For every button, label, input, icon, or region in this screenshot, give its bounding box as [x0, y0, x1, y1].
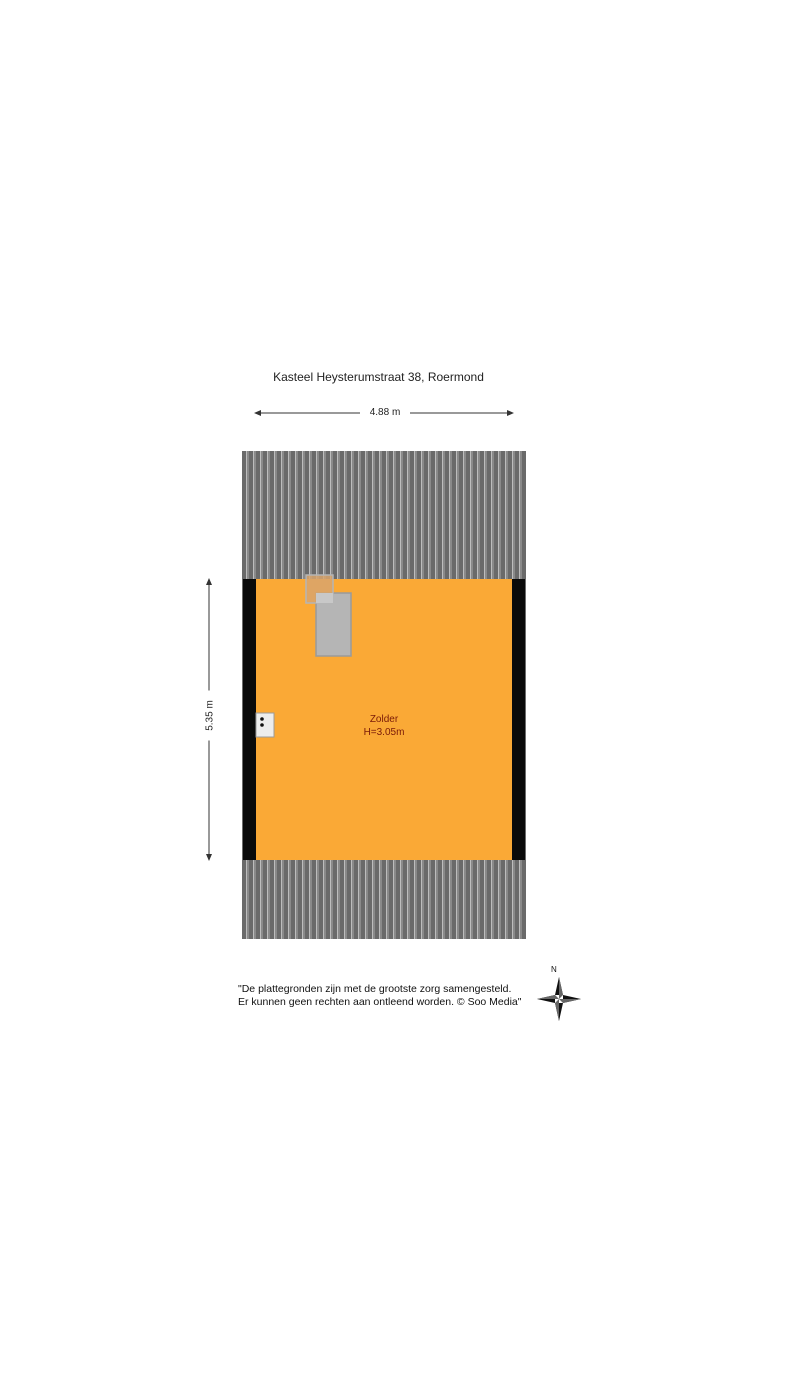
- disclaimer-line-2: Er kunnen geen rechten aan ontleend worden. © Soo Media": [238, 996, 522, 1008]
- compass-north-label: N: [551, 965, 557, 974]
- wall-left: [243, 579, 256, 860]
- compass-icon: [537, 977, 581, 1021]
- wall-right: [512, 579, 525, 860]
- roof-bottom: [242, 860, 526, 939]
- roof-top: [242, 451, 526, 579]
- room-name-label: Zolder: [369, 714, 399, 725]
- wall-unit: [256, 713, 274, 737]
- disclaimer-line-1: "De plattegronden zijn met de grootste zorg samengesteld.: [238, 983, 512, 995]
- width-dimension-label: 4.88 m: [360, 407, 410, 418]
- disclaimer: [238, 983, 538, 1009]
- plan-title: Kasteel Heysterumstraat 38, Roermond: [273, 370, 484, 384]
- depth-dimension-label: 5.35 m: [205, 691, 216, 741]
- room-height-label: H=3.05m: [363, 727, 405, 738]
